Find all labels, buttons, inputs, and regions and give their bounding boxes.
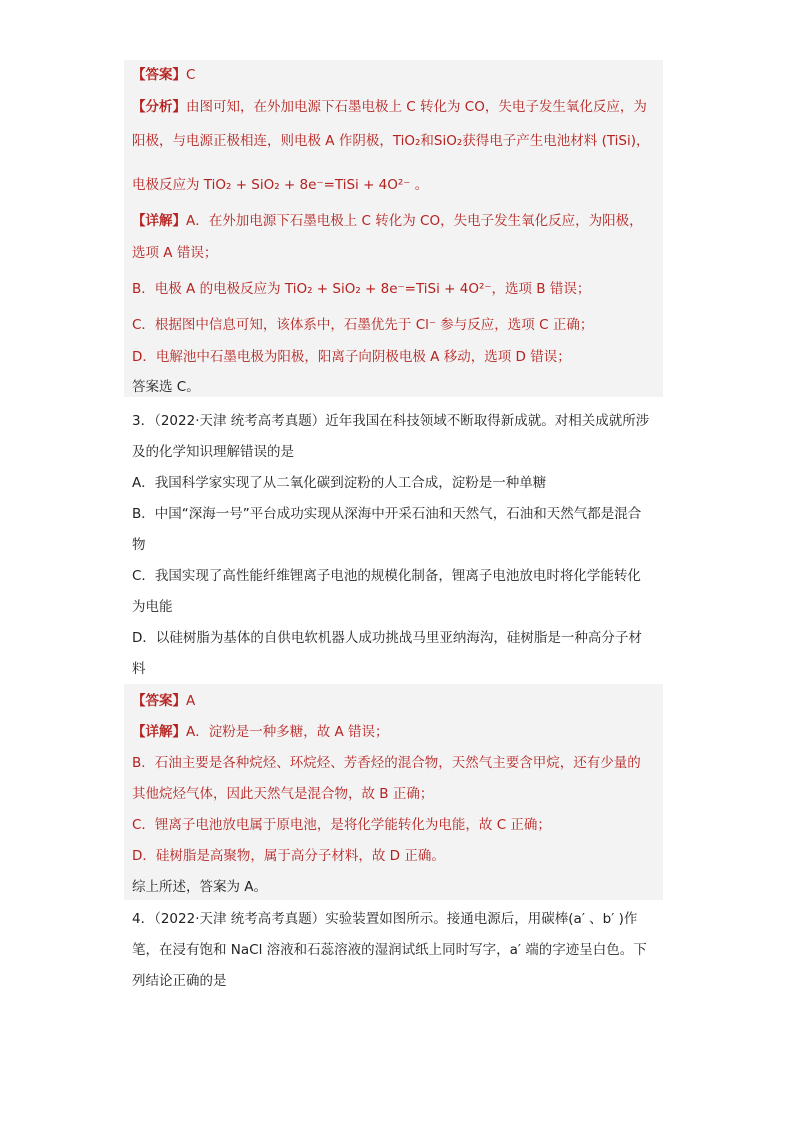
detail-line-a1 (132, 212, 643, 230)
q3-detail-text-a: A．淀粉是一种多糖，故 A 错误； (186, 724, 389, 740)
q3-detail-line-c: C．锂离子电池放电属于原电池，是将化学能转化为电能，故 C 正确； (132, 817, 551, 833)
q4-stem-line-3: 列结论正确的是 (132, 973, 227, 989)
detail-text-a1: A．在外加电源下石墨电极上 C 转化为 CO，失电子发生氧化反应，为阳极， (186, 213, 643, 229)
answer-label: 【答案】 (132, 67, 186, 83)
analysis-label: 【分析】 (132, 99, 186, 115)
conclusion-line: 答案选 C。 (132, 379, 200, 395)
q3-conclusion-line: 综上所述，答案为 A。 (132, 879, 268, 895)
q3-detail-line-d: D．硅树脂是高聚物，属于高分子材料，故 D 正确。 (132, 848, 445, 864)
detail-label: 【详解】 (132, 213, 186, 229)
q3-answer-label: 【答案】 (132, 693, 186, 709)
detail-line-c: C．根据图中信息可知，该体系中，石墨优先于 Cl⁻ 参与反应，选项 C 正确； (132, 317, 594, 333)
q4-stem-line-1: 4．（2022·天津 统考高考真题）实验装置如图所示。接通电源后，用碳棒(a′ 、b′ )作 (132, 911, 638, 927)
q3-detail-line-b-1: B．石油主要是各种烷烃、环烷烃、芳香烃的混合物，天然气主要含甲烷，还有少量的 (132, 755, 641, 771)
q3-detail-label: 【详解】 (132, 724, 186, 740)
q3-option-d-2: 料 (132, 661, 146, 677)
q3-option-a: A．我国科学家实现了从二氧化碳到淀粉的人工合成，淀粉是一种单糖 (132, 475, 547, 491)
q3-answer-value: A (186, 693, 196, 709)
q3-answer-line (132, 692, 195, 710)
detail-line-a2: 选项 A 错误； (132, 245, 218, 261)
analysis-line-2: 阳极，与电源正极相连，则电极 A 作阴极，TiO₂和SiO₂获得电子产生电池材料 (TiSi)， (132, 133, 650, 149)
analysis-line-3: 电极反应为 TiO₂ + SiO₂ + 8e⁻=TiSi + 4O²⁻ 。 (132, 177, 429, 193)
q3-option-b-2: 物 (132, 537, 146, 553)
detail-line-b: B．电极 A 的电极反应为 TiO₂ + SiO₂ + 8e⁻=TiSi + 4O²⁻，选项 B 错误； (132, 281, 591, 297)
q3-detail-line-a (132, 723, 389, 741)
q4-stem-line-2: 笔，在浸有饱和 NaCl 溶液和石蕊溶液的湿润试纸上同时写字，a′ 端的字迹呈白色。下 (132, 942, 647, 958)
answer-value: C (186, 67, 196, 83)
q3-option-c-1: C．我国实现了高性能纤维锂离子电池的规模化制备，锂离子电池放电时将化学能转化 (132, 568, 641, 584)
q3-stem-line-2: 及的化学知识理解错误的是 (132, 444, 294, 460)
q3-option-c-2: 为电能 (132, 599, 173, 615)
detail-line-d: D．电解池中石墨电极为阳极，阳离子向阴极电极 A 移动，选项 D 错误； (132, 349, 571, 365)
q3-detail-line-b-2: 其他烷烃气体，因此天然气是混合物，故 B 正确； (132, 786, 434, 802)
q3-stem-line-1: 3．（2022·天津 统考高考真题）近年我国在科技领域不断取得新成就。对相关成就所涉 (132, 413, 650, 429)
q3-option-b-1: B．中国“深海一号”平台成功实现从深海中开采石油和天然气，石油和天然气都是混合 (132, 506, 642, 522)
q3-option-d-1: D．以硅树脂为基体的自供电软机器人成功挑战马里亚纳海沟，硅树脂是一种高分子材 (132, 630, 642, 646)
analysis-line-1 (132, 98, 647, 116)
analysis-text-1: 由图可知，在外加电源下石墨电极上 C 转化为 CO，失电子发生氧化反应，为 (186, 99, 647, 115)
answer-line (132, 66, 195, 84)
